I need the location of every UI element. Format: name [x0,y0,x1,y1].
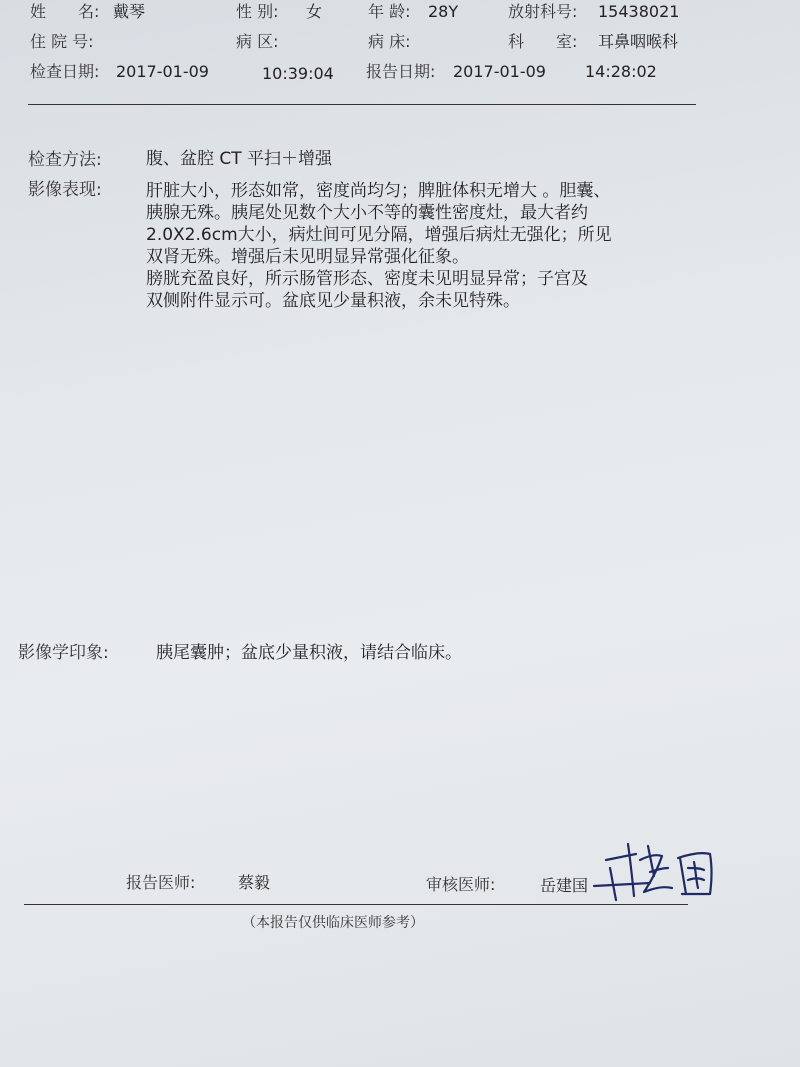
report-date-label: 报告日期: [366,62,436,81]
findings-line: 双肾无殊。增强后未见明显异常强化征象。 [146,247,469,267]
exam-date-label: 检查日期: [30,62,100,81]
findings-label: 影像表现: [28,180,102,200]
reviewer-value: 岳建国 [540,876,589,895]
report-date-value: 2017-01-09 [453,62,546,81]
report-time-value: 14:28:02 [585,62,657,81]
dept-value: 耳鼻咽喉科 [598,32,679,51]
bed-label: 病 床: [368,32,411,51]
age-label: 年 龄: [368,2,411,21]
exam-date-value: 2017-01-09 [116,62,209,81]
findings-text [146,180,612,312]
sex-value: 女 [306,2,323,21]
impression-label: 影像学印象: [18,643,109,663]
method-value: 腹、盆腔 CT 平扫＋增强 [146,149,333,169]
inpatient-no-label: 住 院 号: [30,32,94,51]
ward-label: 病 区: [236,32,279,51]
radiology-no-value: 15438021 [598,2,680,21]
impression-value: 胰尾囊肿；盆底少量积液，请结合临床。 [156,643,462,663]
findings-line: 肝脏大小，形态如常，密度尚均匀；脾脏体积无增大 。胆囊、 [146,181,611,201]
exam-time-value: 10:39:04 [262,64,334,83]
findings-line: 膀胱充盈良好，所示肠管形态、密度未见明显异常；子宫及 [146,269,588,289]
findings-line: 双侧附件显示可。盆底见少量积液，余未见特殊。 [146,291,520,311]
reviewer-signature-icon [592,838,722,908]
name-label: 姓 名: [30,2,100,21]
sex-label: 性 别: [236,2,279,21]
reporter-value: 蔡毅 [238,873,271,892]
footer-divider [24,904,688,905]
name-value: 戴琴 [113,2,146,21]
method-label: 检查方法: [28,150,102,170]
age-value: 28Y [428,2,459,21]
reporter-label: 报告医师: [126,873,196,892]
findings-line: 2.0X2.6cm大小，病灶间可见分隔，增强后病灶无强化；所见 [146,225,612,245]
header-divider [28,104,696,105]
dept-label: 科 室: [508,32,578,51]
reviewer-label: 审核医师: [426,875,496,894]
disclaimer-note: （本报告仅供临床医师参考） [242,915,424,931]
radiology-no-label: 放射科号: [508,2,578,21]
findings-line: 胰腺无殊。胰尾处见数个大小不等的囊性密度灶，最大者约 [146,203,588,223]
